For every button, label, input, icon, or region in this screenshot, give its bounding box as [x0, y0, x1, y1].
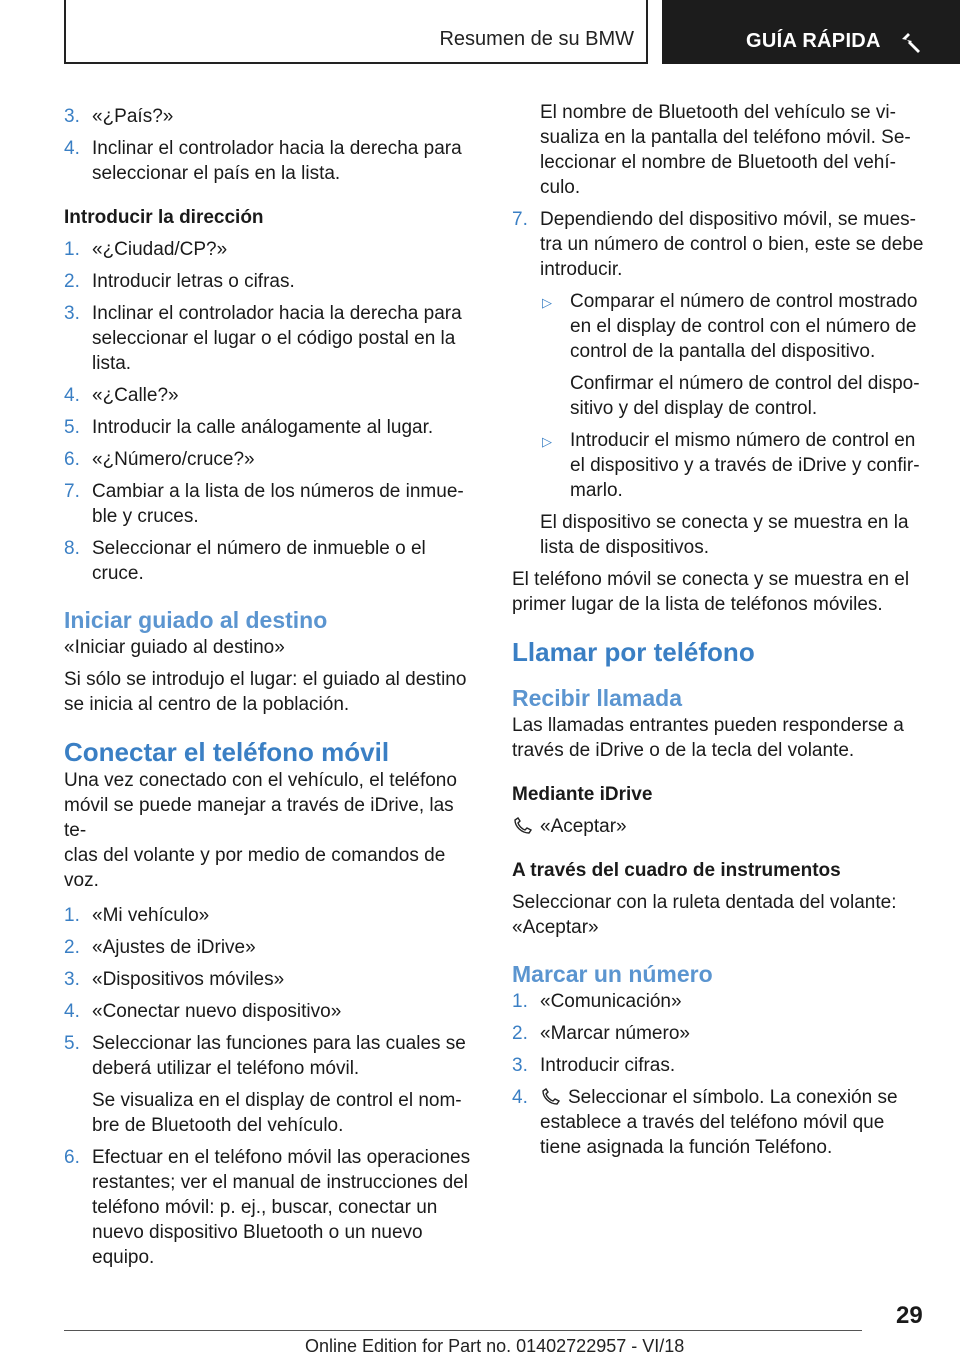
guide-text-2: Si sólo se introdujo el lugar: el guiado al destino se inicia al centro de la población. — [64, 669, 467, 715]
call-heading: Llamar por teléfono — [512, 637, 755, 667]
list-number: 5. — [64, 1033, 80, 1054]
list-text: Efectuar en el teléfono móvil las operaciones restantes; ver el manual de instrucciones del teléfono móvil: p. ej., buscar, conectar un nuevo dispositivo Bluetooth o un nuevo equipo. — [92, 1147, 471, 1268]
receive-text: Las llamadas entrantes pueden responderse a través de iDrive o de la tecla del volante. — [512, 715, 904, 761]
header-section — [64, 0, 648, 64]
list-number: 3. — [64, 106, 80, 127]
list-number: 3. — [64, 303, 80, 324]
list-text: Inclinar el controlador hacia la derecha para seleccionar el lugar o el código postal en la lista. — [92, 303, 462, 374]
list-number: 6. — [64, 449, 80, 470]
connect-intro: Una vez conectado con el vehículo, el teléfono móvil se puede manejar a través de iDrive, las te- clas del volante y por medio de comandos de voz. — [64, 770, 457, 891]
list-number: 4. — [64, 1001, 80, 1022]
phone-icon — [540, 1088, 562, 1106]
guide-heading: Iniciar guiado al destino — [64, 607, 328, 633]
list-number: 7. — [64, 481, 80, 502]
list-item — [64, 1145, 478, 1270]
list-number: 2. — [64, 271, 80, 292]
list-text: «¿Calle?» — [92, 385, 179, 406]
list-number: 4. — [64, 138, 80, 159]
list-item — [512, 989, 932, 1014]
list-item — [64, 1031, 478, 1081]
list-number: 3. — [512, 1055, 528, 1076]
list-item — [64, 237, 478, 262]
list-text: «Marcar número» — [540, 1023, 690, 1044]
header-quick-guide — [662, 0, 960, 64]
list-item — [64, 415, 478, 440]
list-item — [64, 447, 478, 472]
list-item — [64, 269, 478, 294]
list-text: «¿Número/cruce?» — [92, 449, 255, 470]
list-text: Seleccionar las funciones para las cuales se deberá utilizar el teléfono móvil. — [92, 1033, 466, 1079]
list-text: Dependiendo del dispositivo móvil, se mues- tra un número de control o bien, este se debe introducir. — [540, 209, 924, 280]
triangle-bullet-icon: ▷ — [542, 295, 552, 310]
list-item — [64, 935, 478, 960]
list-number: 1. — [64, 239, 80, 260]
list-number: 8. — [64, 538, 80, 559]
footer-divider — [64, 1330, 862, 1331]
accept-text: «Aceptar» — [540, 816, 627, 837]
list-item — [64, 903, 478, 928]
list-item — [64, 301, 478, 376]
accept-line — [512, 814, 932, 839]
list-number: 2. — [512, 1023, 528, 1044]
list-number: 1. — [64, 905, 80, 926]
receive-heading: Recibir llamada — [512, 685, 683, 711]
sub-list-item — [542, 289, 932, 364]
lightning-wrench-icon — [898, 29, 924, 55]
list-text: «Mi vehículo» — [92, 905, 210, 926]
phone-connected-text: El teléfono móvil se conecta y se muestra en el primer lugar de la lista de teléfonos móviles. — [512, 569, 910, 615]
list-text: «Dispositivos móviles» — [92, 969, 285, 990]
idrive-heading: Mediante iDrive — [512, 784, 653, 805]
list-item — [64, 999, 478, 1024]
guide-text-1: «Iniciar guiado al destino» — [64, 637, 285, 658]
list-text: Introducir cifras. — [540, 1055, 676, 1076]
list-number: 1. — [512, 991, 528, 1012]
list-item — [64, 136, 478, 186]
quick-guide-label: GUÍA RÁPIDA — [746, 30, 881, 52]
list-text: Seleccionar el símbolo. La conexión se establece a través del teléfono móvil que tiene asignada la función Teléfono. — [540, 1087, 898, 1158]
confirm-text: Confirmar el número de control del dispo- sitivo y del display de control. — [570, 373, 920, 419]
list-text: Cambiar a la lista de los números de inmue- ble y cruces. — [92, 481, 464, 527]
cluster-text: Seleccionar con la ruleta dentada del volante: «Aceptar» — [512, 892, 897, 938]
sub-list-text: Comparar el número de control mostrado en el display de control con el número de control de la pantalla del dispositivo. — [570, 291, 918, 362]
list-item — [512, 1021, 932, 1046]
list-item — [64, 479, 478, 529]
sub-list-text: Introducir el mismo número de control en el dispositivo y a través de iDrive y confir- marlo. — [570, 430, 920, 501]
list-text: Introducir letras o cifras. — [92, 271, 295, 292]
list-item — [64, 383, 478, 408]
list-item — [64, 104, 478, 129]
list-item — [512, 207, 932, 282]
list-item — [64, 536, 478, 586]
list-number: 6. — [64, 1147, 80, 1168]
item5-continuation: Se visualiza en el display de control el nom- bre de Bluetooth del vehículo. — [92, 1090, 462, 1136]
list-text: Inclinar el controlador hacia la derecha para seleccionar el país en la lista. — [92, 138, 462, 184]
list-item — [512, 1053, 932, 1078]
list-number: 5. — [64, 417, 80, 438]
address-heading: Introducir la dirección — [64, 207, 264, 228]
list-number: 7. — [512, 209, 528, 230]
list-number: 3. — [64, 969, 80, 990]
list-text: «Conectar nuevo dispositivo» — [92, 1001, 342, 1022]
device-connected-text: El dispositivo se conecta y se muestra en la lista de dispositivos. — [540, 512, 909, 558]
cluster-heading: A través del cuadro de instrumentos — [512, 860, 841, 881]
header-section-title: Resumen de su BMW — [439, 28, 634, 50]
left-column — [64, 104, 478, 1270]
list-item — [64, 967, 478, 992]
list-text: Introducir la calle análogamente al lugar. — [92, 417, 434, 438]
list-text: «Comunicación» — [540, 991, 682, 1012]
sub-list-item — [542, 428, 932, 503]
list-text: «¿Ciudad/CP?» — [92, 239, 228, 260]
triangle-bullet-icon: ▷ — [542, 434, 552, 449]
list-item — [512, 1085, 932, 1160]
bluetooth-name-text: El nombre de Bluetooth del vehículo se vi- sualiza en la pantalla del teléfono móvil. Se- leccionar el nombre de Bluetooth del vehí- culo. — [540, 102, 911, 198]
page-number: 29 — [896, 1302, 923, 1329]
right-column — [512, 100, 932, 1160]
list-number: 4. — [64, 385, 80, 406]
list-text: Seleccionar el número de inmueble o el cruce. — [92, 538, 426, 584]
phone-icon — [512, 817, 534, 835]
list-text: «¿País?» — [92, 106, 174, 127]
dial-heading: Marcar un número — [512, 961, 713, 987]
list-number: 4. — [512, 1087, 528, 1108]
list-number: 2. — [64, 937, 80, 958]
connect-heading: Conectar el teléfono móvil — [64, 737, 390, 767]
list-text: «Ajustes de iDrive» — [92, 937, 256, 958]
footer-edition: Online Edition for Part no. 01402722957 - VI/18 — [305, 1336, 685, 1356]
